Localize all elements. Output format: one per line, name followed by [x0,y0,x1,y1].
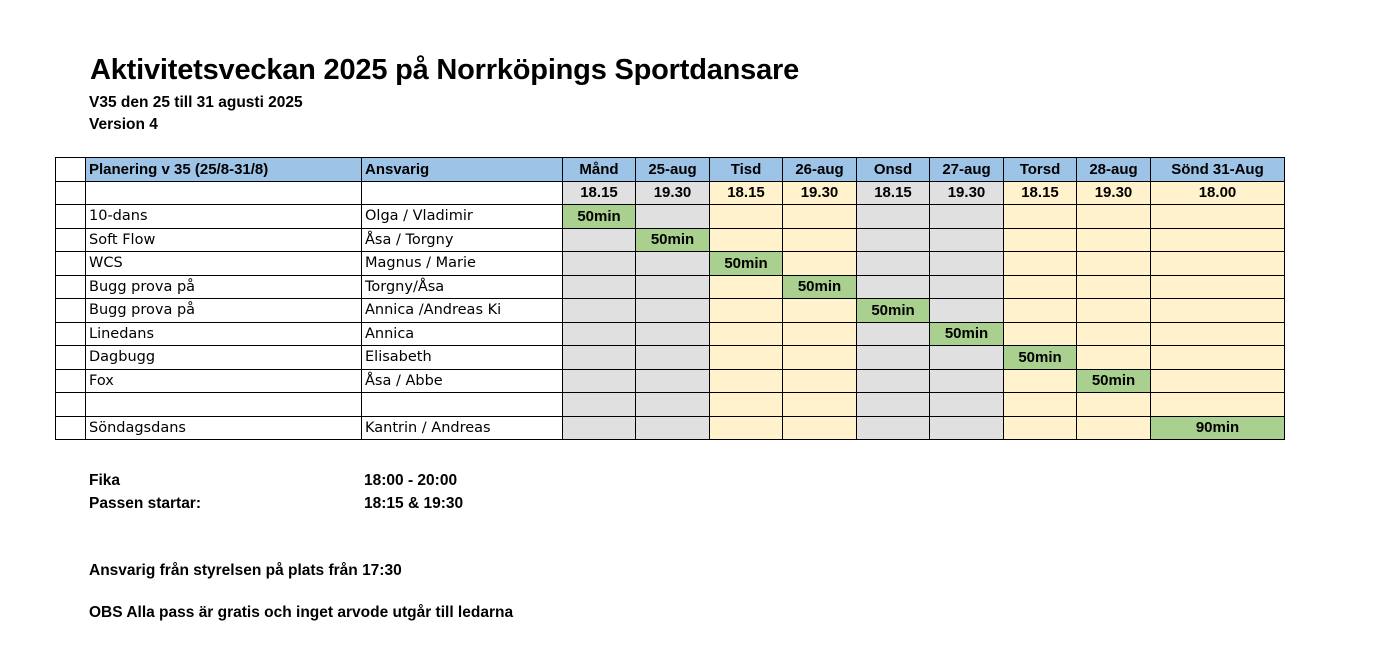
table-row [56,322,1285,346]
day-header: 25-aug [636,158,710,182]
row-marker-cell [56,299,86,323]
fika-label: Fika [89,472,121,489]
day-header: 27-aug [930,158,1004,182]
empty-slot-cell [1077,322,1151,346]
schedule-table [55,157,1285,440]
empty-slot-cell [710,228,783,252]
empty-slot-cell [563,416,636,440]
empty-slot-cell [1151,205,1285,229]
empty-slot-cell [1077,275,1151,299]
empty-slot-cell [636,393,710,417]
empty-slot-cell [857,275,930,299]
empty-slot-cell [930,299,1004,323]
session-cell: 50min [857,299,930,323]
empty-slot-cell [1077,252,1151,276]
day-header: 26-aug [783,158,857,182]
empty-slot-cell [563,346,636,370]
empty-slot-cell [563,393,636,417]
session-cell: 50min [783,275,857,299]
leader-cell: Olga / Vladimir [362,205,563,229]
session-cell: 50min [563,205,636,229]
empty-slot-cell [930,393,1004,417]
day-header: Tisd [710,158,783,182]
empty-slot-cell [930,416,1004,440]
row-marker-cell [56,158,86,182]
activity-cell: Söndagsdans [86,416,362,440]
leader-cell: Kantrin / Andreas [362,416,563,440]
empty-slot-cell [1077,416,1151,440]
start-label: Passen startar: [89,495,202,512]
empty-slot-cell [1077,205,1151,229]
time-row [56,181,1285,205]
empty-slot-cell [1077,393,1151,417]
time-cell: 18.00 [1151,181,1285,205]
activity-cell: 10-dans [86,205,362,229]
day-header: Sönd 31-Aug [1151,158,1285,182]
empty-slot-cell [783,416,857,440]
week-subtitle: V35 den 25 till 31 agusti 2025 [89,94,303,111]
empty-slot-cell [930,369,1004,393]
leader-cell: Magnus / Marie [362,252,563,276]
activity-cell [86,393,362,417]
row-marker-cell [56,252,86,276]
empty-slot-cell [857,322,930,346]
empty-slot-cell [710,346,783,370]
empty-slot-cell [563,252,636,276]
empty-slot-cell [1077,346,1151,370]
table-row [56,393,1285,417]
empty-slot-cell [636,205,710,229]
session-cell: 50min [710,252,783,276]
version-label: Version 4 [89,116,158,133]
time-cell: 18.15 [1004,181,1077,205]
activity-cell: Bugg prova på [86,275,362,299]
empty-slot-cell [1004,228,1077,252]
empty-slot-cell [857,252,930,276]
empty-slot-cell [636,369,710,393]
empty-slot-cell [930,205,1004,229]
blank-cell [86,181,362,205]
empty-slot-cell [1004,322,1077,346]
obs-note: OBS Alla pass är gratis och inget arvode utgår till ledarna [89,604,514,621]
day-header: Månd [563,158,636,182]
table-row [56,275,1285,299]
leader-cell: Åsa / Torgny [362,228,563,252]
leader-cell: Elisabeth [362,346,563,370]
empty-slot-cell [783,205,857,229]
empty-slot-cell [783,369,857,393]
empty-slot-cell [636,299,710,323]
empty-slot-cell [636,322,710,346]
activity-cell: Soft Flow [86,228,362,252]
day-header: Onsd [857,158,930,182]
row-marker-cell [56,346,86,370]
empty-slot-cell [783,252,857,276]
time-cell: 19.30 [636,181,710,205]
time-cell: 18.15 [857,181,930,205]
session-cell: 50min [636,228,710,252]
empty-slot-cell [857,346,930,370]
leader-cell: Åsa / Abbe [362,369,563,393]
empty-slot-cell [1004,369,1077,393]
empty-slot-cell [1151,322,1285,346]
activity-cell: WCS [86,252,362,276]
empty-slot-cell [563,369,636,393]
leader-cell: Torgny/Åsa [362,275,563,299]
session-cell: 50min [930,322,1004,346]
table-row [56,346,1285,370]
empty-slot-cell [930,228,1004,252]
row-marker-cell [56,205,86,229]
empty-slot-cell [857,393,930,417]
start-times: 18:15 & 19:30 [364,495,464,512]
empty-slot-cell [930,346,1004,370]
planning-header: Planering v 35 (25/8-31/8) [86,158,362,182]
empty-slot-cell [930,275,1004,299]
leader-cell [362,393,563,417]
table-row [56,228,1285,252]
empty-slot-cell [636,252,710,276]
page-title: Aktivitetsveckan 2025 på Norrköpings Sportdansare [90,54,800,86]
activity-cell: Bugg prova på [86,299,362,323]
empty-slot-cell [710,205,783,229]
session-cell: 90min [1151,416,1285,440]
empty-slot-cell [1151,393,1285,417]
empty-slot-cell [857,205,930,229]
table-row [56,252,1285,276]
empty-slot-cell [710,275,783,299]
empty-slot-cell [1151,228,1285,252]
table-row [56,205,1285,229]
time-cell: 19.30 [783,181,857,205]
empty-slot-cell [1151,275,1285,299]
empty-slot-cell [1004,275,1077,299]
empty-slot-cell [1151,299,1285,323]
row-marker-cell [56,416,86,440]
blank-cell [362,181,563,205]
empty-slot-cell [563,228,636,252]
empty-slot-cell [1004,252,1077,276]
empty-slot-cell [930,252,1004,276]
row-marker-cell [56,228,86,252]
table-row [56,416,1285,440]
time-cell: 19.30 [930,181,1004,205]
empty-slot-cell [857,228,930,252]
empty-slot-cell [636,416,710,440]
empty-slot-cell [857,369,930,393]
leader-cell: Annica [362,322,563,346]
row-marker-cell [56,275,86,299]
activity-cell: Dagbugg [86,346,362,370]
empty-slot-cell [1151,346,1285,370]
empty-slot-cell [636,275,710,299]
empty-slot-cell [636,346,710,370]
empty-slot-cell [563,322,636,346]
empty-slot-cell [710,416,783,440]
row-marker-cell [56,393,86,417]
empty-slot-cell [857,416,930,440]
empty-slot-cell [783,346,857,370]
empty-slot-cell [710,369,783,393]
empty-slot-cell [1004,299,1077,323]
time-cell: 19.30 [1077,181,1151,205]
empty-slot-cell [783,299,857,323]
activity-cell: Fox [86,369,362,393]
row-marker-cell [56,369,86,393]
responsible-header: Ansvarig [362,158,563,182]
empty-slot-cell [710,322,783,346]
row-marker-cell [56,322,86,346]
empty-slot-cell [1151,369,1285,393]
fika-time: 18:00 - 20:00 [364,472,458,489]
session-cell: 50min [1077,369,1151,393]
empty-slot-cell [710,393,783,417]
empty-slot-cell [563,299,636,323]
empty-slot-cell [563,275,636,299]
header-row [56,158,1285,182]
empty-slot-cell [1004,416,1077,440]
activity-cell: Linedans [86,322,362,346]
empty-slot-cell [1004,205,1077,229]
leader-cell: Annica /Andreas Ki [362,299,563,323]
table-row [56,299,1285,323]
empty-slot-cell [783,322,857,346]
empty-slot-cell [1077,228,1151,252]
empty-slot-cell [1151,252,1285,276]
board-note: Ansvarig från styrelsen på plats från 17:30 [89,562,402,579]
empty-slot-cell [710,299,783,323]
empty-slot-cell [783,228,857,252]
table-row [56,369,1285,393]
time-cell: 18.15 [710,181,783,205]
day-header: 28-aug [1077,158,1151,182]
session-cell: 50min [1004,346,1077,370]
empty-slot-cell [783,393,857,417]
day-header: Torsd [1004,158,1077,182]
time-cell: 18.15 [563,181,636,205]
row-marker-cell [56,181,86,205]
empty-slot-cell [1004,393,1077,417]
empty-slot-cell [1077,299,1151,323]
